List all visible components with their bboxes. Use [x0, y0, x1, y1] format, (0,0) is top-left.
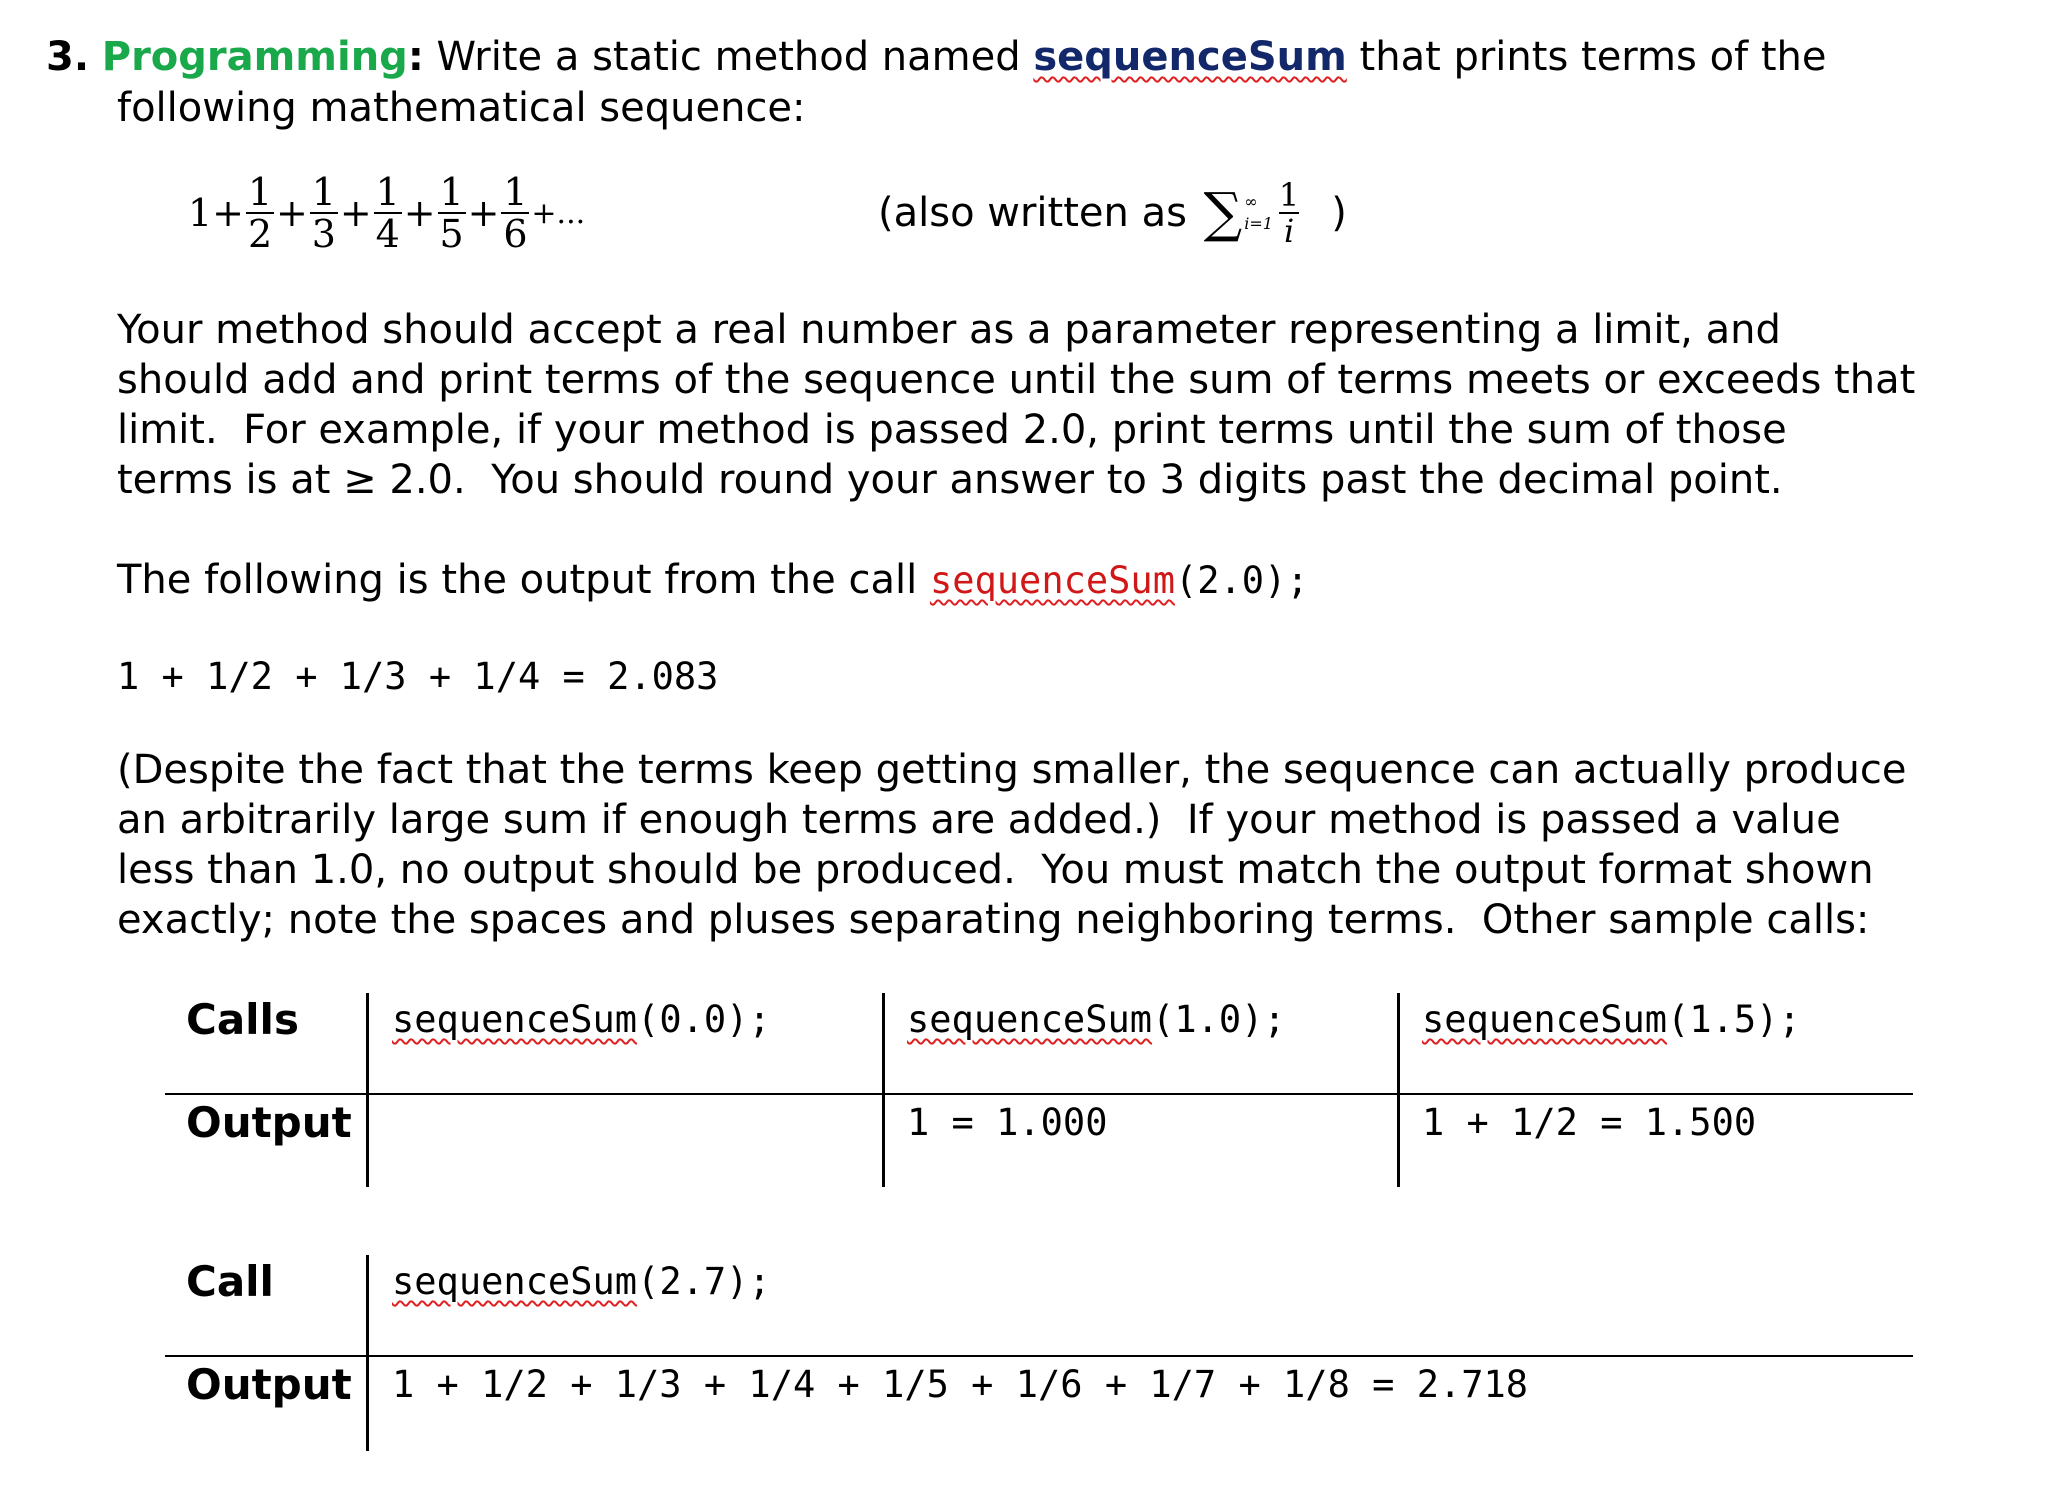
column-divider: [1397, 993, 1400, 1187]
description-line: should add and print terms of the sequence until the sum of terms meets or exceeds that: [117, 357, 1916, 403]
formula-op-1: +: [276, 191, 308, 235]
output-label: Output: [186, 1360, 352, 1409]
notes-line: (Despite the fact that the terms keep getting smaller, the sequence can actually produce: [117, 747, 1907, 793]
sequence-formula: [188, 168, 585, 258]
sigma-lower-limit: i=1: [1244, 214, 1273, 233]
output-cell-3: 1 + 1/2 = 1.500: [1422, 1101, 1757, 1144]
intro-line-2: following mathematical sequence:: [117, 85, 806, 131]
problem-number: 3.: [46, 34, 90, 80]
column-divider: [882, 993, 885, 1187]
notes-paragraph: [117, 745, 1906, 945]
formula-op-4: +: [467, 191, 500, 235]
also-written-prefix: (also written as: [878, 190, 1200, 236]
formula-op-5: +...: [531, 195, 586, 231]
problem-heading: Programming: [101, 34, 408, 80]
call-cell: [392, 1260, 771, 1303]
call-label: Call: [186, 1257, 274, 1306]
call-args: (1.5);: [1667, 998, 1801, 1041]
call-args: (1.0);: [1152, 998, 1286, 1041]
sigma-notation: [878, 168, 1347, 258]
formula-op-3: +: [403, 191, 436, 235]
call-args: (2.7);: [637, 1260, 771, 1303]
output-intro-args: (2.0);: [1174, 559, 1309, 602]
output-intro-line: [117, 555, 1309, 606]
call-method: sequenceSum: [907, 998, 1153, 1041]
example-output: 1 + 1/2 + 1/3 + 1/4 = 2.083: [117, 655, 719, 698]
sigma-symbol: ∑: [1203, 181, 1243, 244]
call-method: sequenceSum: [392, 998, 638, 1041]
formula-term-4: $\frac{1}{5}$: [439, 170, 464, 256]
table-divider: [165, 1355, 1913, 1357]
formula-lead: 1+: [188, 191, 245, 235]
description-line: limit. For example, if your method is passed 2.0, print terms until the sum of those: [117, 407, 1787, 453]
call-method: sequenceSum: [392, 1260, 638, 1303]
formula-op-2: +: [339, 191, 372, 235]
description-paragraph: [117, 305, 1915, 505]
column-divider: [366, 993, 369, 1187]
intro-text-b: that prints terms of the: [1346, 34, 1827, 80]
output-intro-method: sequenceSum: [929, 559, 1175, 602]
sigma-upper-limit: ∞: [1244, 192, 1258, 211]
notes-line: exactly; note the spaces and pluses separating neighboring terms. Other sample calls:: [117, 897, 1870, 943]
also-written-suffix: ): [1331, 190, 1347, 236]
calls-label: Calls: [186, 995, 299, 1044]
call-method: sequenceSum: [1422, 998, 1668, 1041]
sigma-limits: [1244, 191, 1273, 235]
formula-term-2: $\frac{1}{3}$: [311, 170, 336, 256]
problem-heading-line: [46, 32, 1826, 82]
output-label: Output: [186, 1098, 352, 1147]
output-cell: 1 + 1/2 + 1/3 + 1/4 + 1/5 + 1/6 + 1/7 + 1/8 = 2.718: [392, 1363, 1529, 1406]
notes-line: an arbitrarily large sum if enough terms are added.) If your method is passed a value: [117, 797, 1841, 843]
column-divider: [366, 1255, 369, 1451]
intro-text-a: Write a static method named: [423, 34, 1034, 80]
call-cell-3: [1422, 998, 1801, 1041]
formula-term-1: $\frac{1}{2}$: [247, 170, 273, 256]
table-divider: [165, 1093, 1913, 1095]
description-line: Your method should accept a real number as a parameter representing a limit, and: [117, 307, 1781, 353]
call-args: (0.0);: [637, 998, 771, 1041]
formula-term-5: $\frac{1}{6}$: [503, 170, 528, 256]
description-line: terms is at ≥ 2.0. You should round your answer to 3 digits past the decimal point.: [117, 457, 1783, 503]
notes-line: less than 1.0, no output should be produced. You must match the output format shown: [117, 847, 1874, 893]
call-cell-1: [392, 998, 771, 1041]
output-intro-text: The following is the output from the call: [117, 557, 930, 603]
method-name: sequenceSum: [1033, 34, 1347, 80]
output-cell-2: 1 = 1.000: [907, 1101, 1108, 1144]
heading-colon: :: [407, 34, 424, 80]
sigma-fraction: $\frac{1}{i}$: [1278, 176, 1300, 250]
call-cell-2: [907, 998, 1286, 1041]
formula-term-3: $\frac{1}{4}$: [375, 170, 400, 256]
